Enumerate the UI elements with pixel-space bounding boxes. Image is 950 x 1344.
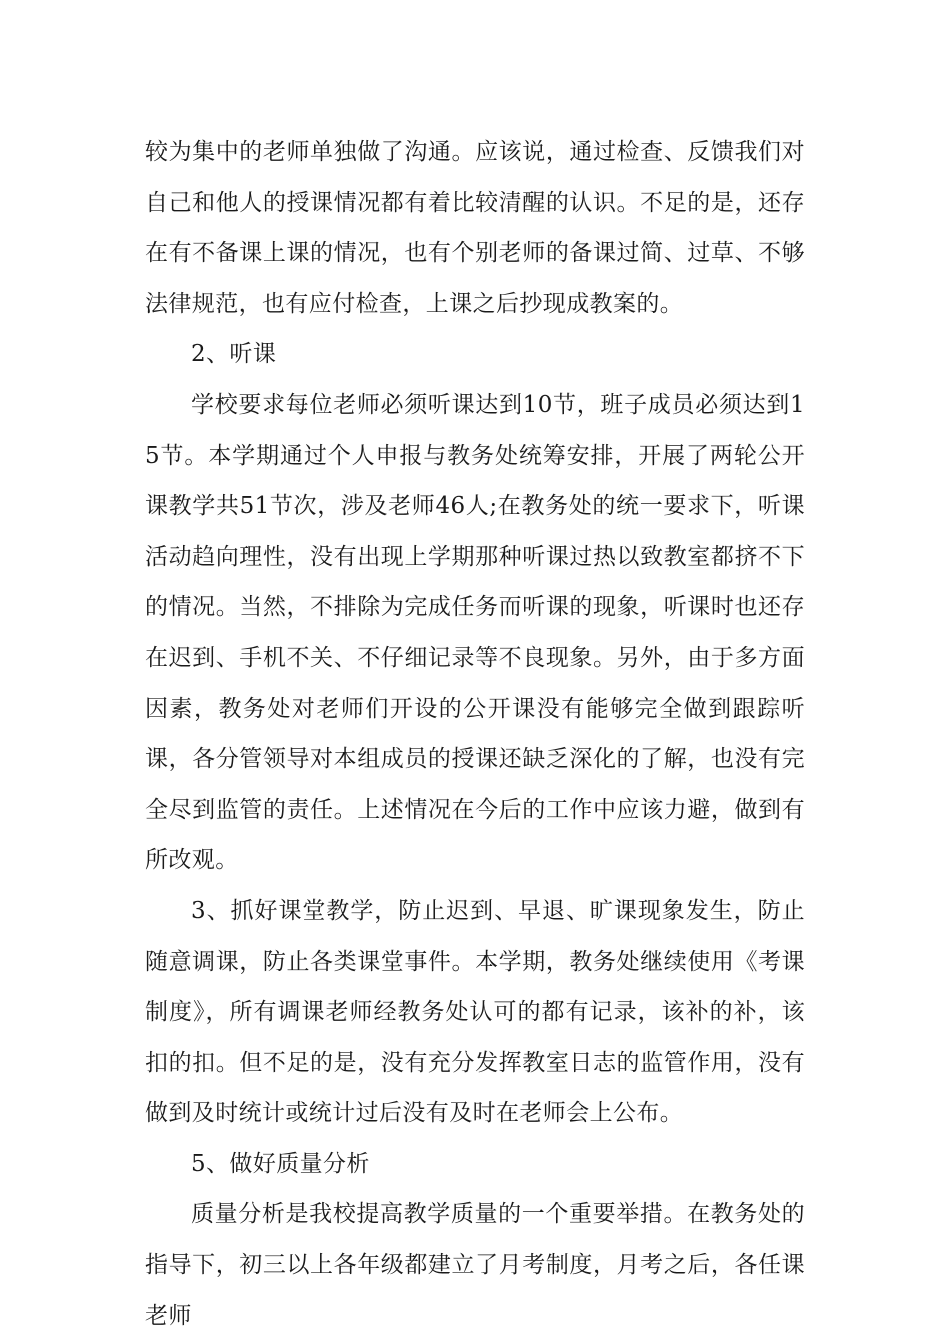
- document-body: [145, 127, 805, 1341]
- paragraph-listening-requirements: 学校要求每位老师必须听课达到10节，班子成员必须达到15节。本学期通过个人申报与教务处统筹安排，开展了两轮公开课教学共51节次，涉及老师46人;在教务处的统一要求下，听课活动趋向理性，没有出现上学期那种听课过热以致教室都挤不下的情况。当然，不排除为完成任务而听课的现象，听课时也还存在迟到、手机不关、不仔细记录等不良现象。另外，由于多方面因素，教务处对老师们开设的公开课没有能够完全做到跟踪听课，各分管领导对本组成员的授课还缺乏深化的了解，也没有完全尽到监管的责任。上述情况在今后的工作中应该力避，做到有所改观。: [145, 391, 805, 874]
- paragraph-classroom-teaching: 3、抓好课堂教学，防止迟到、早退、旷课现象发生，防止随意调课，防止各类课堂事件。本学期，教务处继续使用《考课制度》，所有调课老师经教务处认可的都有记录，该补的补，该扣的扣。但不足的是，没有充分发挥教室日志的监管作用，没有做到及时统计或统计过后没有及时在老师会上公布。: [145, 897, 805, 1127]
- section-heading-quality-analysis: 5、做好质量分析: [191, 1150, 370, 1177]
- paragraph-quality-analysis: 质量分析是我校提高教学质量的一个重要举措。在教务处的指导下，初三以上各年级都建立了月考制度，月考之后，各任课老师: [145, 1201, 805, 1329]
- section-heading-listening: 2、听课: [191, 341, 277, 368]
- paragraph-lesson-prep-feedback: 较为集中的老师单独做了沟通。应该说，通过检查、反馈我们对自己和他人的授课情况都有着比较清醒的认识。不足的是，还存在有不备课上课的情况，也有个别老师的备课过简、过草、不够法律规范，也有应付检查，上课之后抄现成教案的。: [145, 139, 805, 317]
